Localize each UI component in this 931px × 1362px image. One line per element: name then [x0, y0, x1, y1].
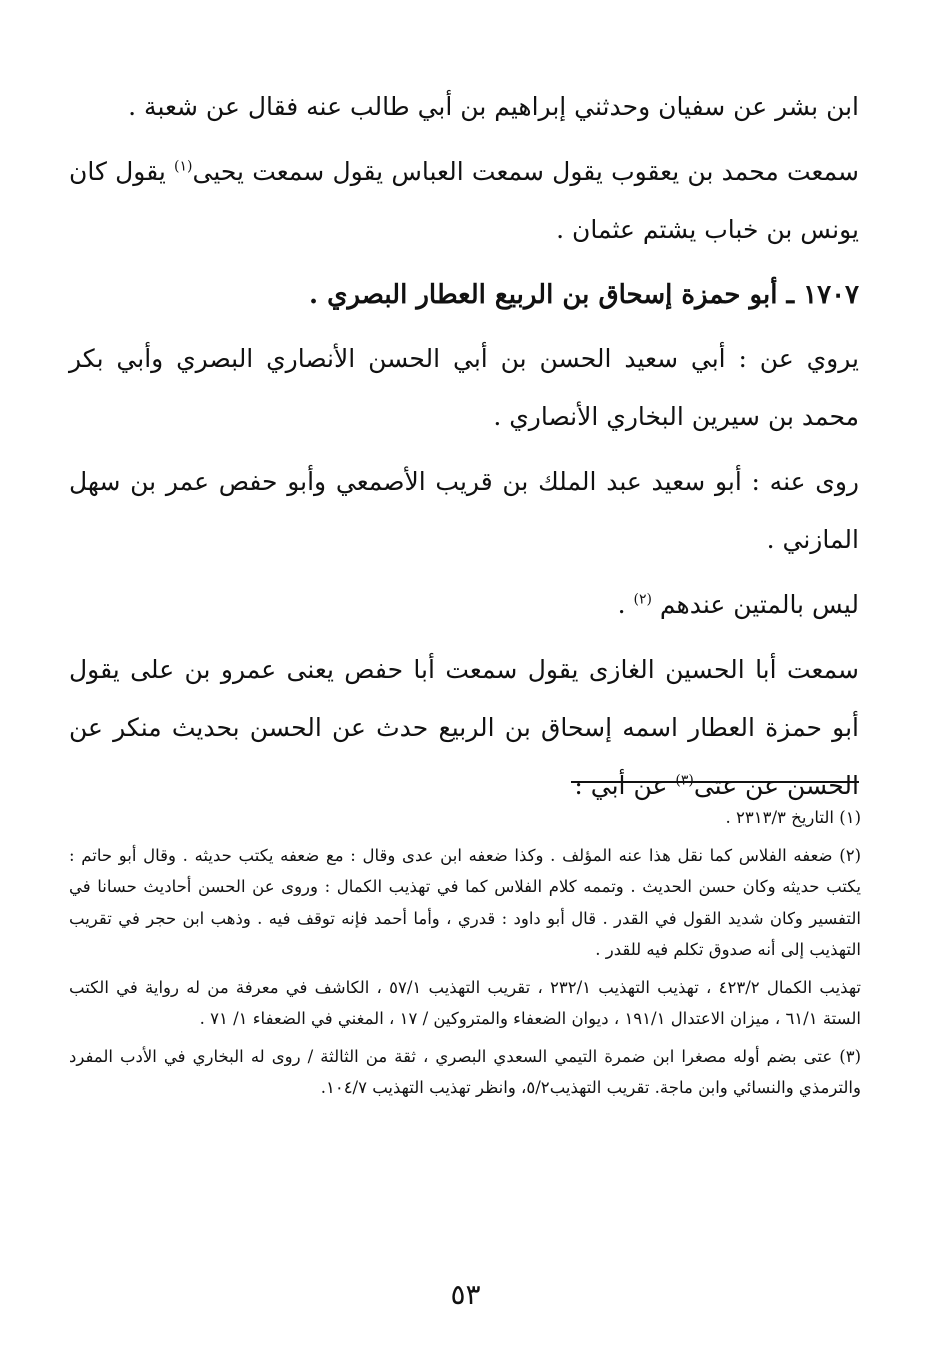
paragraph-text: يقول كان يونس بن خباب يشتم عثمان .	[69, 157, 859, 244]
paragraph-text: عن أبي :	[574, 771, 676, 800]
footnote-3: (٣) عتى بضم أوله مصغرا ابن ضمرة التيمي السعدي البصري ، ثقة من الثالثة / روى له البخاري في الأدب المفرد والترمذي والنسائي وابن ماجة. تقريب التهذيب٥/٢، وانظر تهذيب التهذيب ١٠٤/٧.	[69, 1046, 861, 1097]
page-number: ٥٣	[450, 1278, 481, 1311]
main-text	[69, 78, 859, 822]
footnote-divider	[571, 781, 859, 783]
footnote-1: (١) التاريخ ٢٣١٣/٣ .	[725, 808, 861, 827]
paragraph-abu-hafs-report	[69, 641, 859, 815]
paragraph-yahya-report	[69, 143, 859, 259]
footnote-ref-1: (١)	[174, 158, 193, 175]
footnotes-section	[69, 802, 861, 1110]
text-line-opening: ابن بشر عن سفيان وحدثني إبراهيم بن أبي طالب عنه فقال عن شعبة .	[128, 92, 859, 121]
paragraph-text: ليس بالمتين عندهم	[651, 590, 859, 619]
paragraph-text: .	[617, 590, 634, 619]
paragraph-text: سمعت محمد بن يعقوب يقول سمعت العباس يقول سمعت يحيى	[192, 157, 859, 186]
footnote-ref-3: (٣)	[675, 772, 694, 789]
paragraph-narrates-from: يروي عن : أبي سعيد الحسن بن أبي الحسن الأنصاري البصري وأبي بكر محمد بن سيرين البخاري الأنصاري .	[69, 344, 859, 431]
footnote-2: (٢) ضعفه الفلاس كما نقل هذا عنه المؤلف . وكذا ضعفه ابن عدى وقال : مع ضعفه يكتب حديثه . وقال أبو حاتم : يكتب حديثه وكان حسن الحديث . وتممه كلام الفلاس كما في تهذيب الكمال : وروى عن الحسن أحاديث حسانا في التفسير وكان شديد القول في القدر . قال أبو داود : قدري ، وأما أحمد فإنه توقف فيه . وذهب ابن حجر في تقريب التهذيب إلى أنه صدوق تكلم فيه للقدر .	[69, 845, 861, 959]
paragraph-text: سمعت أبا الحسين الغازى يقول سمعت أبا حفص يعنى عمرو بن على يقول أبو حمزة العطار اسمه إسحاق بن الربيع حدث عن الحسن بحديث منكر عن الحسن عن عتى	[69, 655, 859, 800]
paragraph-verdict	[69, 576, 859, 634]
paragraph-narrated-by: روى عنه : أبو سعيد عبد الملك بن قريب الأصمعي وأبو حفص عمر بن سهل المازني .	[69, 467, 859, 554]
footnote-2-references: تهذيب الكمال ٤٢٣/٢ ، تهذيب التهذيب ٢٣٢/١ ، تقريب التهذيب ٥٧/١ ، الكاشف في معرفة من له رواية في الكتب الستة ٦١/١ ، ميزان الاعتدال ١٩١/١ ، ديوان الضعفاء والمتروكين / ١٧ ، المغني في الضعفاء ١/ ٧١ .	[69, 977, 862, 1028]
footnote-ref-2: (٢)	[633, 591, 652, 608]
entry-heading: ١٧٠٧ ـ أبو حمزة إسحاق بن الربيع العطار البصري .	[308, 280, 859, 310]
